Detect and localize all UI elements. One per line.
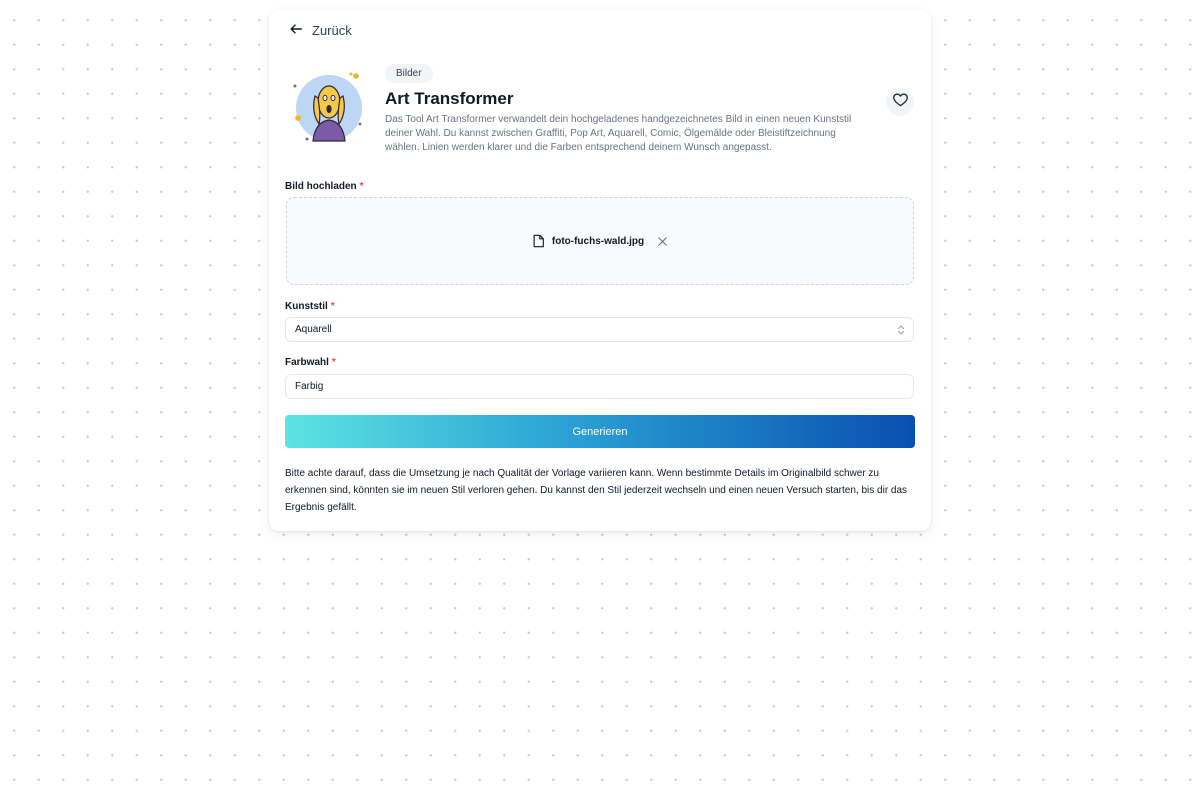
back-label: Zurück xyxy=(312,23,352,38)
arrow-left-icon xyxy=(289,22,303,39)
file-icon xyxy=(532,234,545,248)
back-link[interactable] xyxy=(289,22,352,39)
style-select-value: Aquarell xyxy=(295,324,332,335)
color-input-value: Farbig xyxy=(295,381,324,392)
generate-button[interactable]: Generieren xyxy=(285,415,915,448)
style-select[interactable] xyxy=(285,317,914,342)
required-mark: * xyxy=(331,357,336,368)
required-mark: * xyxy=(359,181,364,192)
heart-icon xyxy=(892,91,909,113)
upload-label: Bild hochladen * xyxy=(285,181,364,192)
tool-title: Art Transformer xyxy=(385,89,514,108)
hint-text: Bitte achte darauf, dass die Umsetzung je nach Qualität der Vorlage variieren kann. Wenn bestimmte Details im Originalbild schwer zu erkennen sind, könnten sie im neuen Stil verloren gehen. Du kannst den Stil jederzeit wechseln und einen neuen Versuch starten, bis dir das Ergebnis gefällt. xyxy=(285,468,908,513)
tool-description: Das Tool Art Transformer verwandelt dein hochgeladenes handgezeichnetes Bild in einen neuen Kunststil deiner Wahl. Du kannst zwischen Graffiti, Pop Art, Aquarell, Comic, Ölgemälde oder Bleistiftzeichnung wählen. Linien werden klarer und die Farben entsprechend deinem Wunsch angepasst. xyxy=(385,114,852,153)
tool-card xyxy=(269,10,931,531)
required-mark: * xyxy=(330,301,335,312)
uploaded-file-name: foto-fuchs-wald.jpg xyxy=(551,235,645,247)
close-icon xyxy=(657,236,668,247)
color-input[interactable] xyxy=(285,374,914,399)
remove-file-button[interactable] xyxy=(657,236,668,247)
chevron-updown-icon xyxy=(897,324,905,336)
color-label: Farbwahl * xyxy=(285,357,336,368)
category-badge: Bilder xyxy=(385,64,433,83)
favorite-button[interactable] xyxy=(886,88,914,116)
tool-avatar xyxy=(293,72,365,144)
style-label: Kunststil * xyxy=(285,301,335,312)
upload-dropzone[interactable] xyxy=(286,197,914,285)
